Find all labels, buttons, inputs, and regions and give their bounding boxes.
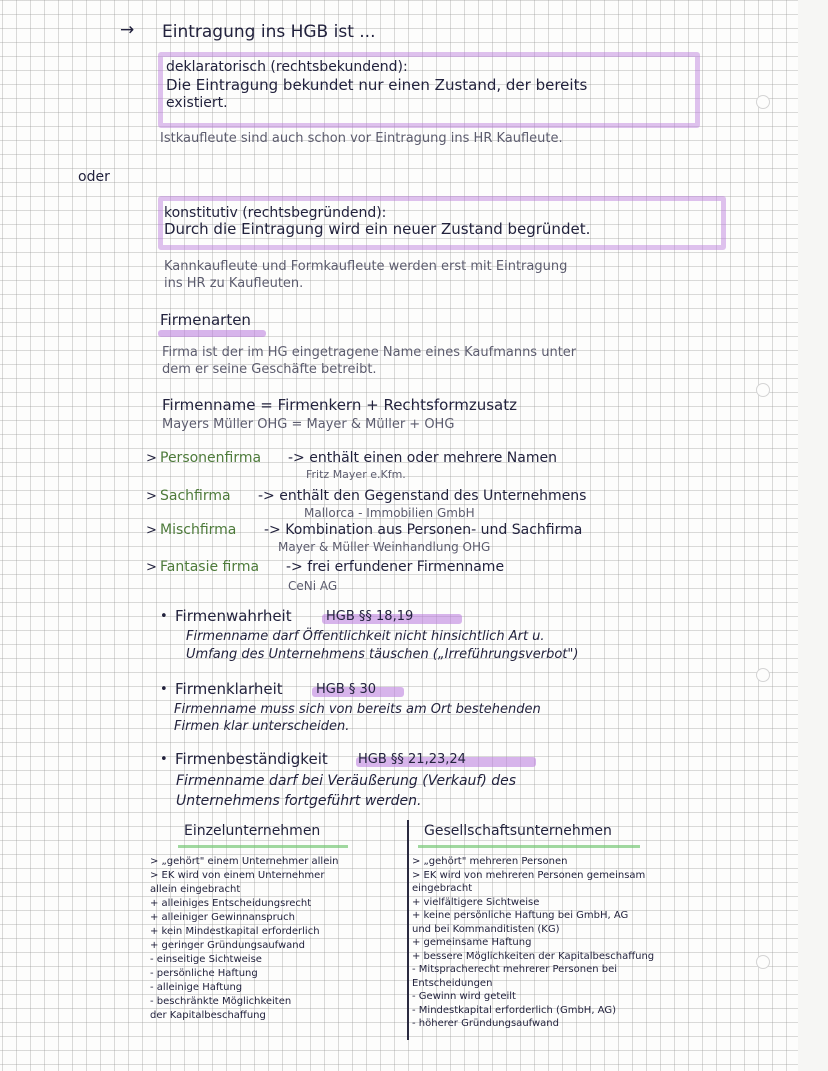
principle-ref-wahrheit: HGB §§ 18,19 [326,609,414,624]
list-item: + bessere Möglichkeiten der Kapitalbeschaffung [412,950,655,962]
comparison-left-list [150,856,406,1024]
list-item: - höherer Gründungsaufwand [412,1018,559,1029]
list-item: + kein Mindestkapital erforderlich [150,926,320,937]
bullet: • [160,609,168,624]
list-item: - Mindestkapital erforderlich (GmbH, AG) [412,1004,616,1016]
principle-title-bestaendigkeit: Firmenbeständigkeit [175,750,328,768]
principle-text-bestaendigkeit-1: Firmenname darf bei Veräußerung (Verkauf) des [176,773,517,789]
list-item: + keine persönliche Haftung bei GmbH, AG [412,910,629,921]
header-underline [178,845,348,848]
list-item: - beschränkte Möglichkeiten [150,996,292,1007]
type-marker: > [146,523,157,538]
side-label-oder: oder [78,169,110,185]
konstitutiv-example1: Kannkaufleute und Formkaufleute werden erst mit Eintragung [164,259,568,274]
konstitutiv-example2: ins HR zu Kaufleuten. [164,276,304,291]
type-fantasiefirma-desc: -> frei erfundener Firmenname [286,559,505,575]
binder-hole [756,668,770,682]
bullet: • [160,682,168,697]
list-item: + vielfältigere Sichtweise [412,896,540,908]
comparison-right-list [412,856,722,1032]
principle-text-bestaendigkeit-2: Unternehmens fortgeführt werden. [176,793,422,809]
type-mischfirma: Mischfirma [160,522,237,538]
heading-arrow-icon: → [120,20,135,40]
list-item: der Kapitalbeschaffung [150,1010,266,1021]
type-marker: > [146,451,157,466]
list-item: > „gehört" einem Unternehmer allein [150,856,339,867]
principle-title-klarheit: Firmenklarheit [175,680,283,698]
deklaratorisch-line2: existiert. [166,95,228,111]
column-divider [407,820,409,1040]
deklaratorisch-example: Istkaufleute sind auch schon vor Eintragung ins HR Kaufleute. [160,131,563,146]
konstitutiv-title: konstitutiv (rechtsbegründend): [164,205,387,221]
heading-text: Eintragung ins HGB ist ... [162,22,376,42]
konstitutiv-line1: Durch die Eintragung wird ein neuer Zustand begründet. [164,220,591,238]
list-item: + gemeinsame Haftung [412,937,532,948]
firmenname-formula: Firmenname = Firmenkern + Rechtsformzusatz [162,396,517,414]
comparison-left-header: Einzelunternehmen [184,823,321,839]
list-item: > EK wird von mehreren Personen gemeinsam [412,869,646,881]
firmenarten-title: Firmenarten [160,311,251,329]
type-mischfirma-desc: -> Kombination aus Personen- und Sachfirma [264,522,583,538]
binder-hole [756,383,770,397]
deklaratorisch-title: deklaratorisch (rechtsbekundend): [166,59,408,75]
list-item: - Mitspracherecht mehrerer Personen bei [412,964,618,975]
list-item: - einseitige Sichtweise [150,954,262,965]
principle-ref-klarheit: HGB § 30 [316,682,377,697]
type-marker: > [146,560,157,575]
type-personenfirma: Personenfirma [160,450,262,466]
list-item: - alleinige Haftung [150,982,243,993]
type-sachfirma: Sachfirma [160,488,231,504]
bullet: • [160,752,168,767]
list-item: - persönliche Haftung [150,968,258,979]
list-item: Entscheidungen [412,977,493,989]
list-item: - Gewinn wird geteilt [412,991,516,1002]
firmenname-formula-example: Mayers Müller OHG = Mayer & Müller + OHG [162,417,455,432]
deklaratorisch-line1: Die Eintragung bekundet nur einen Zustand, der bereits [166,76,588,94]
binder-hole [756,95,770,109]
type-personenfirma-example: Fritz Mayer e.Kfm. [306,468,406,481]
header-underline [418,845,640,848]
firma-definition-1: Firma ist der im HG eingetragene Name eines Kaufmanns unter [162,345,577,360]
type-personenfirma-desc: -> enthält einen oder mehrere Namen [288,450,557,466]
principle-ref-bestaendigkeit: HGB §§ 21,23,24 [358,752,466,767]
principle-text-wahrheit-2: Umfang des Unternehmens täuschen („Irreführungsverbot") [186,647,579,662]
type-mischfirma-example: Mayer & Müller Weinhandlung OHG [278,540,491,554]
type-sachfirma-desc: -> enthält den Gegenstand des Unternehmens [258,488,587,504]
list-item: + geringer Gründungsaufwand [150,940,305,951]
list-item: + alleiniger Gewinnanspruch [150,912,295,923]
list-item: eingebracht [412,883,473,894]
type-sachfirma-example: Mallorca - Immobilien GmbH [304,506,475,520]
list-item: > EK wird von einem Unternehmer [150,870,325,881]
list-item: > „gehört" mehreren Personen [412,856,568,867]
firma-definition-2: dem er seine Geschäfte betreibt. [162,362,377,377]
list-item: und bei Kommanditisten (KG) [412,923,560,935]
principle-title-wahrheit: Firmenwahrheit [175,607,292,625]
principle-text-wahrheit-1: Firmenname darf Öffentlichkeit nicht hinsichtlich Art u. [186,629,545,644]
list-item: + alleiniges Entscheidungsrecht [150,898,312,909]
title-underline [158,330,266,337]
type-marker: > [146,489,157,504]
principle-text-klarheit-1: Firmenname muss sich von bereits am Ort bestehenden [174,702,541,717]
type-fantasiefirma-example: CeNi AG [288,579,338,593]
principle-text-klarheit-2: Firmen klar unterscheiden. [174,719,350,734]
list-item: allein eingebracht [150,884,241,895]
comparison-right-header: Gesellschaftsunternehmen [424,823,612,839]
type-fantasiefirma: Fantasie firma [160,559,260,575]
binder-hole [756,955,770,969]
